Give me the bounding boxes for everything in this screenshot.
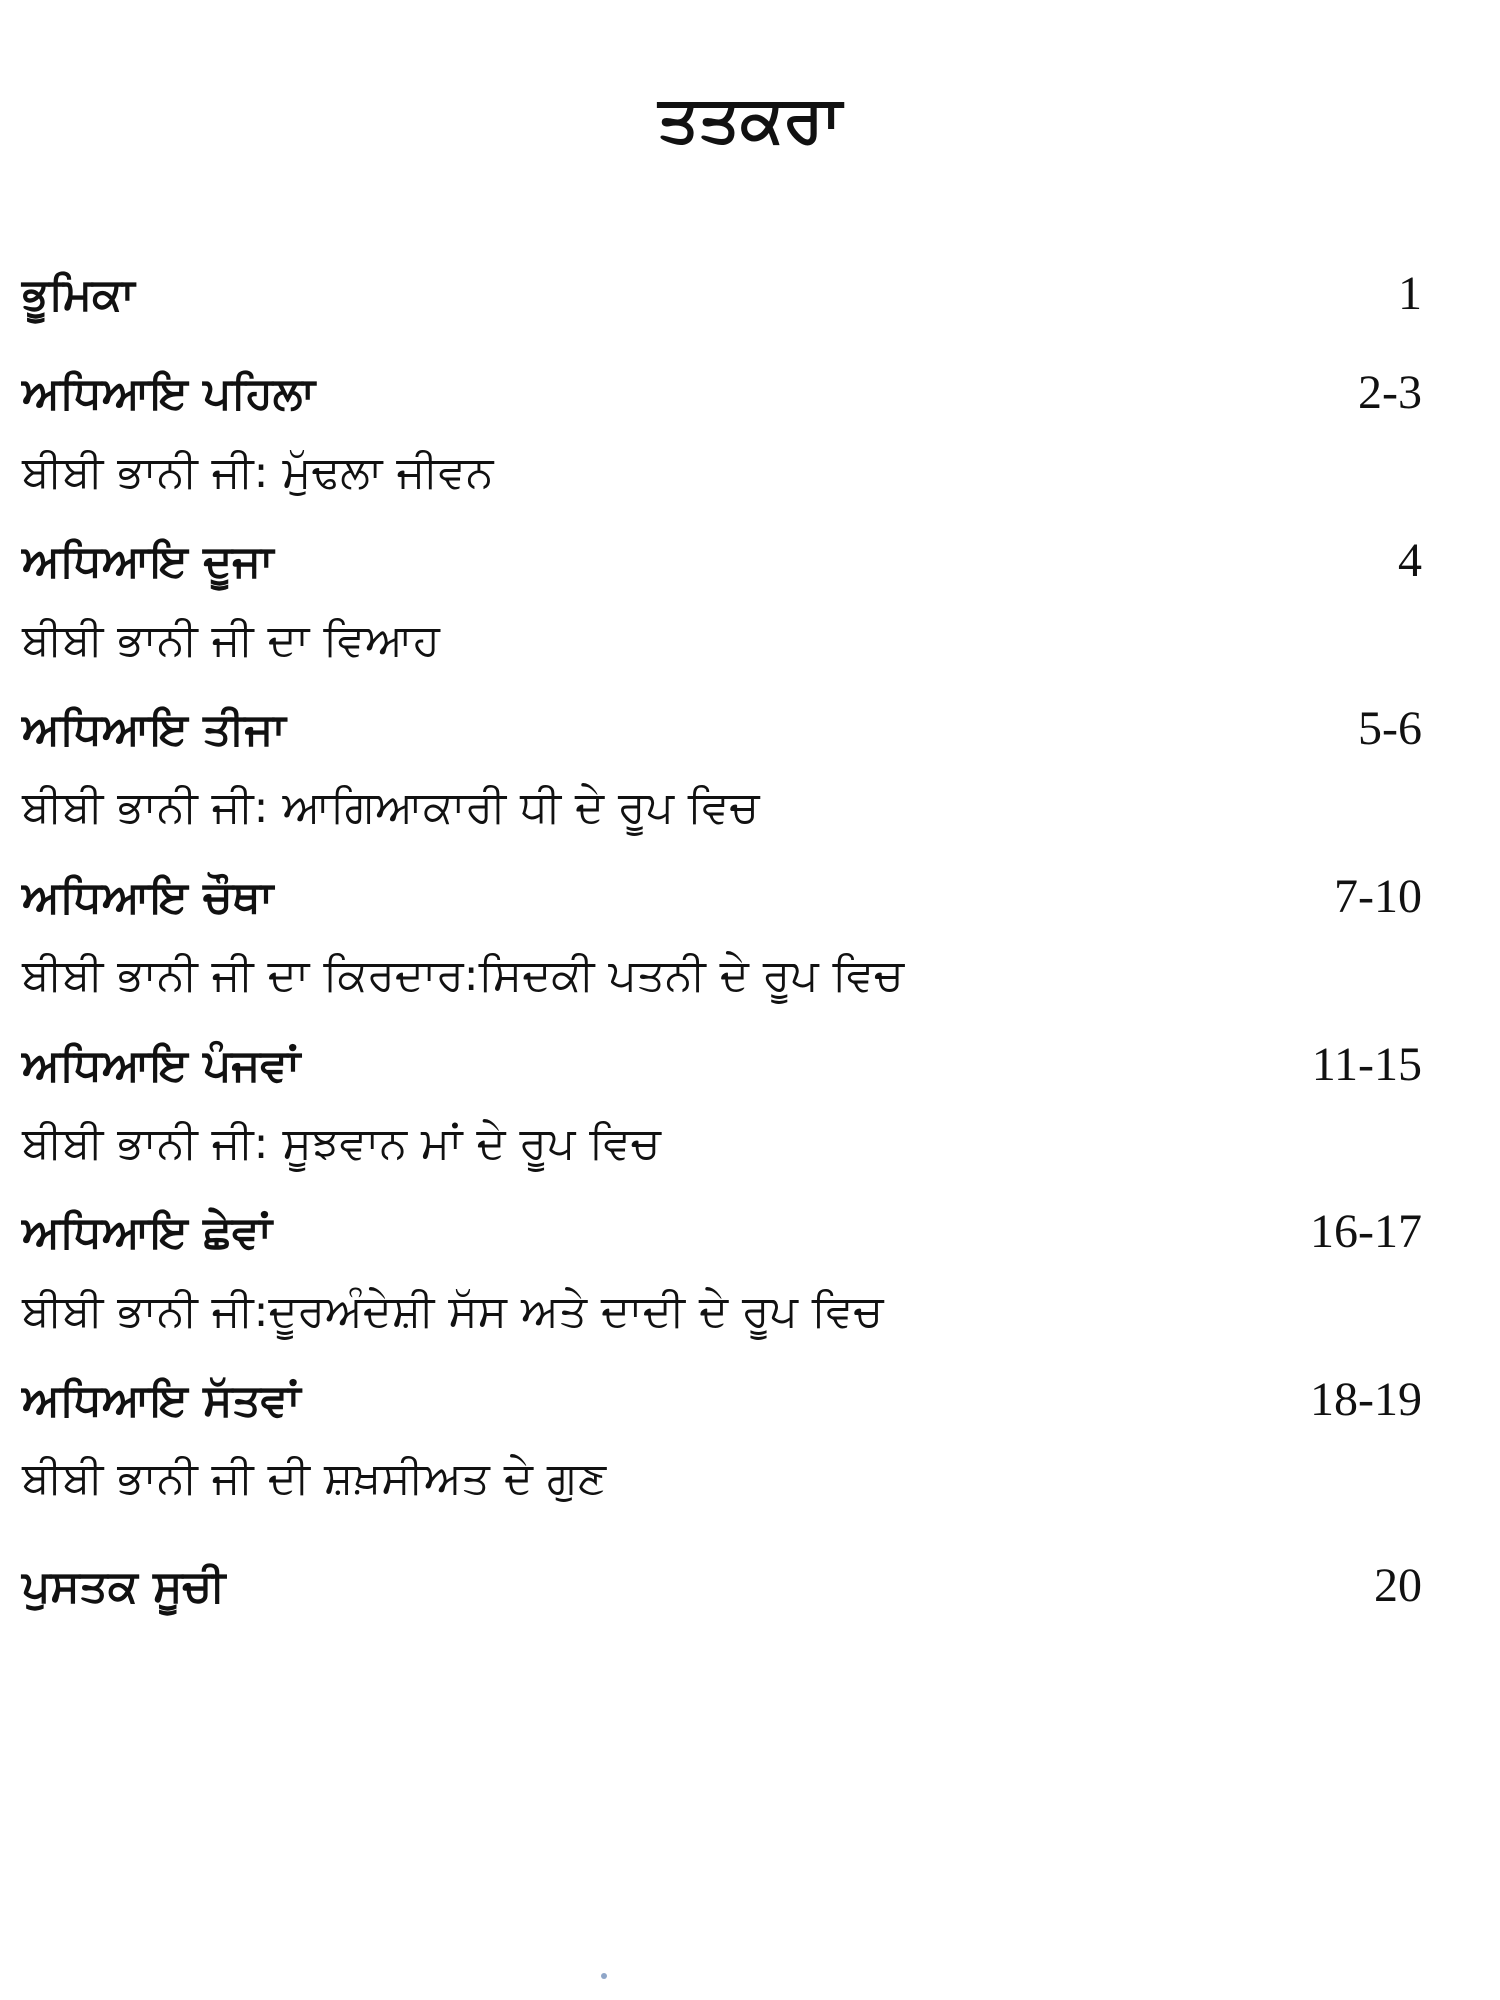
paper-speck xyxy=(601,1973,607,1979)
page-title: ਤਤਕਰਾ xyxy=(658,83,842,157)
toc-heading: ਅਧਿਆਇ ਦੂਜਾ xyxy=(22,536,274,588)
toc-entry-chapter-5 xyxy=(22,1037,1442,1169)
toc-page-number: 20 xyxy=(1374,1558,1422,1612)
toc-page-number: 11-15 xyxy=(1311,1037,1422,1091)
toc-heading: ਅਧਿਆਇ ਤੀਜਾ xyxy=(22,703,286,755)
toc-subtitle: ਬੀਬੀ ਭਾਨੀ ਜੀ: ਮੁੱਢਲਾ ਜੀਵਨ xyxy=(22,446,494,498)
toc-entry-chapter-3 xyxy=(22,701,1442,834)
toc-page-number: 1 xyxy=(1398,267,1422,320)
toc-entry-chapter-6 xyxy=(22,1205,1442,1337)
toc-subtitle: ਬੀਬੀ ਭਾਨੀ ਜੀ: ਸੂਝਵਾਨ ਮਾਂ ਦੇ ਰੂਪ ਵਿਚ xyxy=(22,1117,661,1169)
toc-page-number: 7-10 xyxy=(1334,869,1422,923)
toc-entry-chapter-7 xyxy=(22,1373,1442,1505)
toc-subtitle: ਬੀਬੀ ਭਾਨੀ ਜੀ: ਆਗਿਆਕਾਰੀ ਧੀ ਦੇ ਰੂਪ ਵਿਚ xyxy=(22,782,760,834)
toc-page-number: 18-19 xyxy=(1310,1373,1422,1427)
toc-entry-bibliography xyxy=(22,1558,1442,1612)
toc-heading: ਪੁਸਤਕ ਸੂਚੀ xyxy=(22,1560,226,1612)
toc-page-number: 16-17 xyxy=(1310,1205,1422,1259)
toc-entry-chapter-4 xyxy=(22,869,1442,1002)
toc-page-number: 5-6 xyxy=(1358,701,1422,755)
toc-heading: ਅਧਿਆਇ ਛੇਵਾਂ xyxy=(22,1207,273,1259)
toc-entry-chapter-1 xyxy=(22,366,1442,498)
toc-heading: ਅਧਿਆਇ ਪਹਿਲਾ xyxy=(22,368,316,420)
toc-subtitle: ਬੀਬੀ ਭਾਨੀ ਜੀ ਦੀ ਸ਼ਖ਼ਸੀਅਤ ਦੇ ਗੁਣ xyxy=(22,1453,607,1505)
toc-subtitle: ਬੀਬੀ ਭਾਨੀ ਜੀ:ਦੂਰਅੰਦੇਸ਼ੀ ਸੱਸ ਅਤੇ ਦਾਦੀ ਦੇ ਰੂਪ ਵਿਚ xyxy=(22,1285,884,1337)
toc-heading: ਅਧਿਆਇ ਚੌਥਾ xyxy=(22,871,274,923)
toc-heading: ਭੂਮਿਕਾ xyxy=(22,269,135,320)
toc-heading: ਅਧਿਆਇ ਪੰਜਵਾਂ xyxy=(22,1039,301,1091)
toc-heading: ਅਧਿਆਇ ਸੱਤਵਾਂ xyxy=(22,1375,301,1427)
toc-page-number: 2-3 xyxy=(1358,366,1422,420)
toc-subtitle: ਬੀਬੀ ਭਾਨੀ ਜੀ ਦਾ ਵਿਆਹ xyxy=(22,614,440,666)
table-of-contents xyxy=(22,267,1442,1612)
toc-subtitle: ਬੀਬੀ ਭਾਨੀ ਜੀ ਦਾ ਕਿਰਦਾਰ:ਸਿਦਕੀ ਪਤਨੀ ਦੇ ਰੂਪ ਵਿਚ xyxy=(22,950,904,1002)
toc-entry-chapter-2 xyxy=(22,534,1442,666)
toc-entry-introduction xyxy=(22,267,1442,320)
toc-page-number: 4 xyxy=(1398,534,1422,588)
